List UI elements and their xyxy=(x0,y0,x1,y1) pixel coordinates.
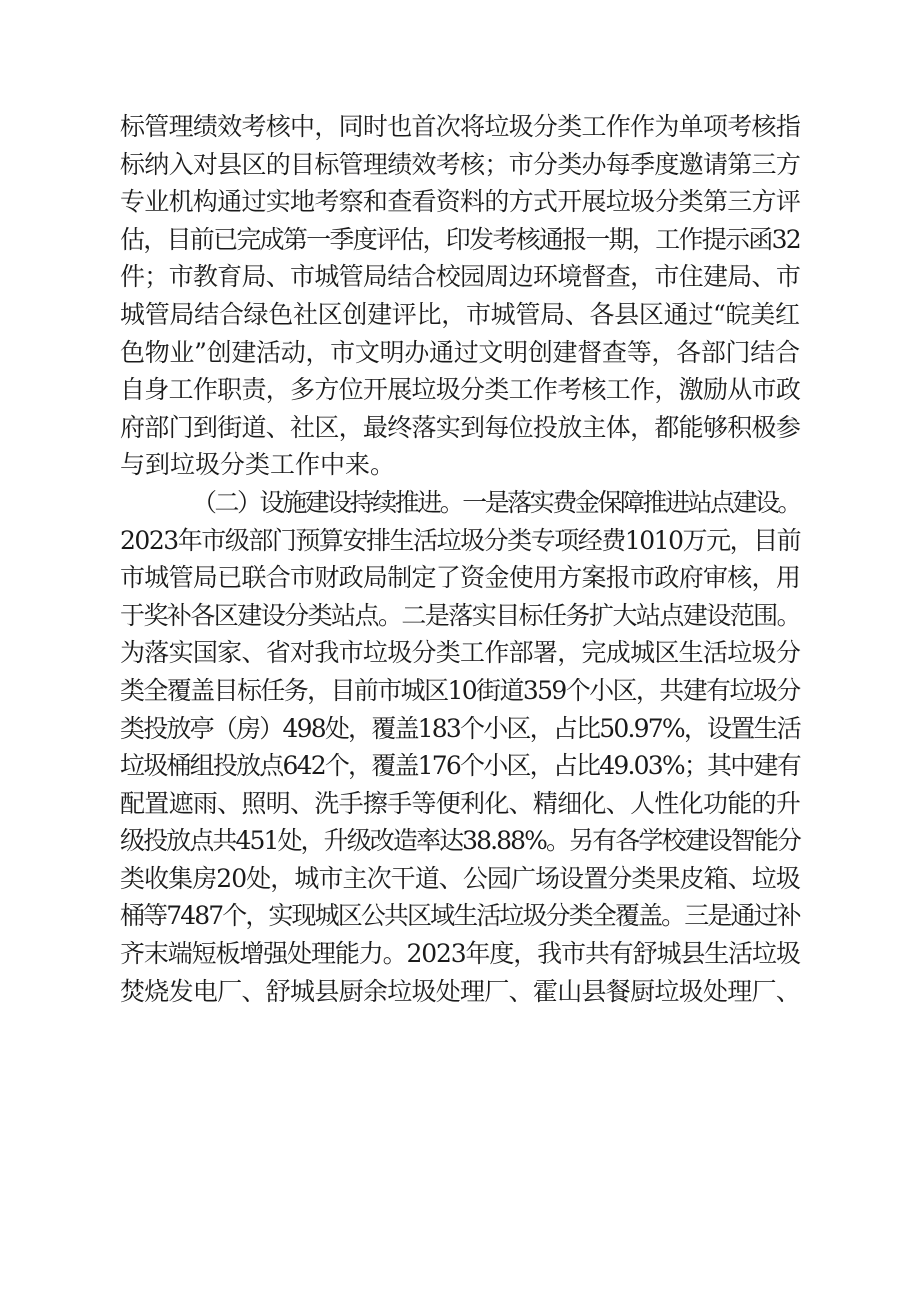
text-line: 类投放亭（房）498处，覆盖183个小区，占比50.97%，设置生活 xyxy=(120,713,800,743)
text-line: 齐末端短板增强处理能力。2023年度，我市共有舒城县生活垃圾 xyxy=(120,939,800,969)
text-line: 市城管局已联合市财政局制定了资金使用方案报市政府审核，用 xyxy=(120,563,801,593)
section-heading-line: （二）设施建设持续推进。一是落实费金保障推进站点建设。 xyxy=(192,487,801,517)
text-line: 焚烧发电厂、舒城县厨余垃圾处理厂、霍山县餐厨垃圾处理厂、 xyxy=(120,976,801,1006)
text-line: 标管理绩效考核中，同时也首次将垃圾分类工作作为单项考核指 xyxy=(120,112,801,141)
text-line: 级投放点共451处，升级改造率达38.88%。另有各学校建设智能分 xyxy=(120,826,801,856)
text-line: 估，目前已完成第一季度评估，印发考核通报一期，工作提示函32 xyxy=(120,224,800,254)
text-line: 配置遮雨、照明、洗手擦手等便利化、精细化、人性化功能的升 xyxy=(120,788,801,818)
text-line: 类全覆盖目标任务，目前市城区10街道359个小区，共建有垃圾分 xyxy=(120,675,800,705)
text-line: 城管局结合绿色社区创建评比，市城管局、各县区通过“皖美红 xyxy=(120,299,800,329)
body-text xyxy=(120,108,800,1010)
text-line: 件；市教育局、市城管局结合校园周边环境督查，市住建局、市 xyxy=(120,262,801,292)
text-line: 2023年市级部门预算安排生活垃圾分类专项经费1010万元，目前 xyxy=(120,525,801,555)
text-line: 垃圾桶组投放点642个，覆盖176个小区，占比49.03%；其中建有 xyxy=(120,751,800,781)
text-line: 于奖补各区建设分类站点。二是落实目标任务扩大站点建设范围。 xyxy=(120,600,801,630)
text-line: 色物业”创建活动，市文明办通过文明创建督查等，各部门结合 xyxy=(120,337,800,367)
text-line: 自身工作职责，多方位开展垃圾分类工作考核工作，激励从市政 xyxy=(120,375,801,405)
text-line: 为落实国家、省对我市垃圾分类工作部署，完成城区生活垃圾分 xyxy=(120,638,801,668)
text-line: 桶等7487个，实现城区公共区域生活垃圾分类全覆盖。三是通过补 xyxy=(120,901,800,931)
text-line: 标纳入对县区的目标管理绩效考核；市分类办每季度邀请第三方 xyxy=(120,149,801,179)
text-line: 专业机构通过实地考察和查看资料的方式开展垃圾分类第三方评 xyxy=(120,187,801,217)
text-line: 与到垃圾分类工作中来。 xyxy=(120,450,396,480)
text-line: 府部门到街道、社区，最终落实到每位投放主体，都能够积极参 xyxy=(120,412,801,442)
text-line: 类收集房20处，城市主次干道、公园广场设置分类果皮箱、垃圾 xyxy=(120,863,800,893)
